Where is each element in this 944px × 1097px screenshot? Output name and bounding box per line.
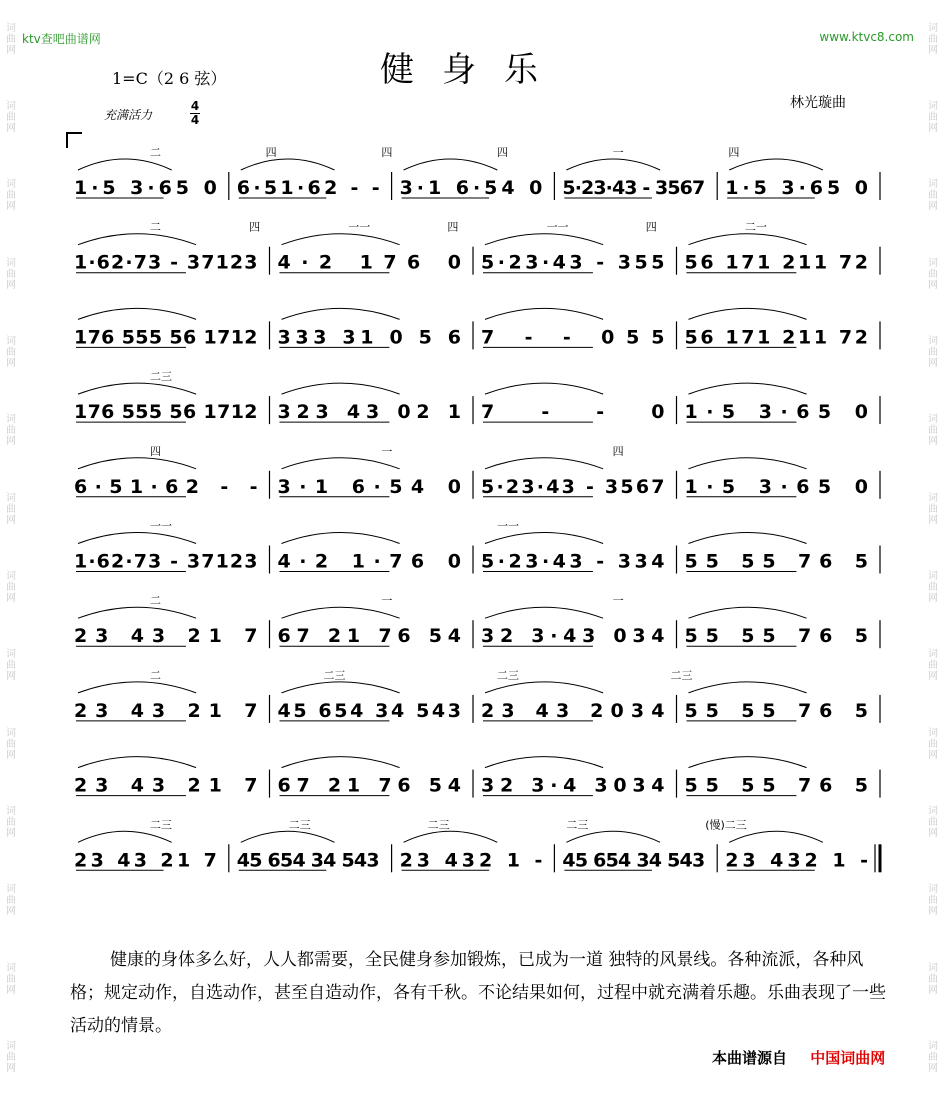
measure-notes: 7 - - 055 (481, 326, 665, 349)
slur (78, 234, 196, 245)
slur (689, 757, 807, 768)
fingering-mark: 四 (150, 444, 161, 458)
slur (485, 234, 603, 245)
time-sig-top: 4 (190, 99, 200, 113)
watermark-glyph: 词 曲 网 (928, 571, 938, 605)
fingering-mark: 四 (249, 220, 261, 234)
slur (485, 757, 603, 768)
source-credit (712, 1047, 885, 1068)
slur (485, 533, 603, 544)
watermark-glyph: 词 曲 网 (928, 962, 938, 996)
slur (689, 533, 807, 544)
fingering-mark: 四 (612, 444, 624, 458)
fingering-mark: 一 (381, 594, 393, 608)
watermark-glyph: 词 曲 网 (6, 414, 16, 448)
fingering-mark: 四 (728, 146, 740, 159)
measure-notes: 323 43 02 1 (277, 401, 461, 424)
watermark-glyph: 词 曲 网 (6, 1041, 16, 1075)
time-sig-bottom: 4 (190, 113, 200, 127)
fingering-mark: 二三 (497, 668, 519, 682)
measure-notes: 45 654 34 543 (277, 699, 461, 722)
tempo-mark: 充满活力 (104, 108, 153, 122)
measure-notes: 176 555 56 1712 (74, 401, 258, 424)
fingering-mark: 二三 (323, 668, 346, 682)
watermark-glyph: 词 曲 网 (928, 257, 938, 291)
measure-notes: 23 432 1 - (725, 849, 868, 872)
watermark-glyph: 词 曲 网 (6, 727, 16, 761)
composer: 林光璇曲 (790, 95, 846, 111)
fingering-mark: 一一 (546, 220, 569, 234)
measure-notes: 333 31 0 5 6 (277, 326, 461, 349)
measure-notes: 55 55 76 5 (684, 550, 868, 573)
slur (78, 682, 196, 693)
slur (282, 234, 400, 245)
fingering-mark: 四 (497, 146, 508, 159)
measure-notes: 176 555 56 1712 (74, 326, 258, 349)
measure-notes: 55 55 76 5 (684, 774, 868, 797)
measure-notes: 56 171 211 72 (684, 251, 868, 274)
watermark-glyph: 词 曲 网 (928, 414, 938, 448)
site-url-right[interactable]: www.ktvc8.com (819, 30, 914, 44)
fingering-mark: 一 (381, 444, 393, 458)
slur (485, 308, 603, 319)
watermark-glyph: 词 曲 网 (928, 727, 938, 761)
measure-notes: 6·51·62 - - (74, 475, 258, 498)
measure-notes: 1·5 3·65 0 (684, 475, 868, 498)
watermark-glyph: 词 曲 网 (6, 22, 16, 56)
slur (78, 383, 196, 394)
slur (566, 831, 660, 842)
slur (241, 831, 335, 842)
measure-notes: 23 43 21 7 (74, 625, 258, 648)
slur (78, 607, 196, 618)
song-title: 健身乐 (380, 50, 566, 90)
watermark-glyph: 词 曲 网 (6, 101, 16, 135)
key-signature: 1=C（2 6 弦） (112, 69, 227, 88)
slur (689, 383, 807, 394)
measure-notes: 67 21 76 54 (277, 625, 461, 648)
slur (485, 682, 603, 693)
fingering-mark: 二三 (566, 818, 589, 832)
measure-notes: 55 55 76 5 (684, 625, 868, 648)
slur (78, 757, 196, 768)
measure-notes: 1·5 3·65 0 (74, 177, 217, 199)
fingering-mark: (慢)二三 (705, 818, 747, 832)
slur (78, 308, 196, 319)
watermark-glyph: 词 曲 网 (6, 492, 16, 526)
measure-notes: 23 43 21 7 (74, 774, 258, 797)
slur (566, 159, 660, 170)
slur (404, 831, 498, 842)
fingering-mark: 二 (150, 146, 161, 159)
measure-notes: 23 43 21 7 (74, 699, 258, 722)
slur (689, 308, 807, 319)
slur (282, 383, 400, 394)
watermark-glyph: 词 曲 网 (6, 884, 16, 918)
watermark-glyph: 词 曲 网 (928, 22, 938, 56)
watermark-glyph: 词 曲 网 (6, 179, 16, 213)
fingering-mark: 一一 (150, 519, 172, 533)
slur (282, 458, 400, 469)
fingering-mark: 四 (381, 146, 393, 159)
description-text: 健康的身体多么好，人人都需要，全民健身参加锻炼，已成为一道 独特的风景线。各种流派，各种风格；规定动作，自选动作，甚至自造动作，各有千秋。不论结果如何，过程中就充满着乐趣。乐曲表现了一些活动的情景。 (70, 950, 886, 1036)
slur (282, 682, 400, 693)
watermark-glyph: 词 曲 网 (928, 336, 938, 370)
watermark-glyph: 词 曲 网 (928, 806, 938, 840)
watermark-glyph: 词 曲 网 (6, 571, 16, 605)
watermark-glyph: 词 曲 网 (928, 492, 938, 526)
source-site[interactable]: 中国词曲网 (810, 1049, 886, 1067)
fingering-mark: 四 (645, 220, 657, 234)
slur (78, 533, 196, 544)
measure-notes: 3·1 6·54 0 (399, 177, 543, 199)
slur (241, 159, 335, 170)
measure-notes: 5·23·43 - 355 (481, 251, 665, 274)
watermark-glyph: 词 曲 网 (928, 884, 938, 918)
measure-notes: 7 - - 0 (481, 401, 665, 424)
slur (282, 308, 400, 319)
watermark-glyph: 词 曲 网 (928, 101, 938, 135)
fingering-mark: 二一 (744, 220, 767, 234)
fingering-mark: 二 (150, 220, 161, 234)
slur (282, 533, 400, 544)
slur (729, 831, 823, 842)
measure-notes: 1·5 3·65 0 (684, 401, 868, 424)
fingering-mark: 二三 (288, 818, 311, 832)
watermark-glyph: 词 曲 网 (6, 649, 16, 683)
fingering-mark: 一 (612, 146, 624, 159)
fingering-mark: 二三 (670, 668, 693, 682)
site-label-left[interactable]: ktv查吧曲谱网 (22, 32, 101, 46)
measure-notes: 6·51·62 - - (236, 177, 380, 199)
slur (78, 159, 172, 170)
measure-notes: 1·62·73 - 37123 (74, 550, 258, 573)
measure-notes: 23 432 1 - (399, 849, 543, 872)
measure-notes: 56 171 211 72 (684, 326, 868, 349)
slur (689, 607, 807, 618)
measure-notes: 32 3·4 3034 (481, 774, 665, 797)
fingering-mark: 二三 (150, 818, 172, 832)
measure-notes: 45 654 34 543 (562, 849, 706, 872)
measure-notes: 67 21 76 54 (277, 774, 461, 797)
fingering-mark: 一 (612, 594, 624, 608)
slur (689, 458, 807, 469)
watermark-glyph: 词 曲 网 (6, 257, 16, 291)
fingering-mark: 二 (150, 594, 161, 608)
slur (689, 682, 807, 693)
slur (282, 607, 400, 618)
slur (404, 159, 498, 170)
watermark-glyph: 词 曲 网 (6, 962, 16, 996)
slur (282, 757, 400, 768)
measure-notes: 1·62·73 - 37123 (74, 251, 258, 274)
fingering-mark: 一一 (497, 519, 519, 533)
watermark-glyph: 词 曲 网 (6, 806, 16, 840)
watermark-glyph: 词 曲 网 (928, 1041, 938, 1075)
measure-notes: 23 43 2034 (481, 699, 665, 722)
slur (78, 831, 172, 842)
fingering-mark: 四 (265, 146, 277, 159)
slur (485, 607, 603, 618)
measure-notes: 3·1 6·54 0 (277, 475, 461, 498)
watermark-glyph: 词 曲 网 (928, 179, 938, 213)
measure-notes: 1·5 3·65 0 (725, 177, 868, 199)
fingering-mark: 二 (150, 668, 161, 682)
measure-notes: 23 43 21 7 (74, 849, 217, 872)
watermark-glyph: 词 曲 网 (6, 336, 16, 370)
measure-notes: 4·2 176 0 (277, 251, 461, 274)
measure-notes: 4·2 1·76 0 (277, 550, 461, 573)
slur (485, 458, 603, 469)
measure-notes: 45 654 34 543 (236, 849, 380, 872)
measure-notes: 5·23·43 - 3567 (481, 475, 665, 498)
fingering-mark: 二三 (427, 818, 450, 832)
measure-notes: 55 55 76 5 (684, 699, 868, 722)
slur (729, 159, 823, 170)
slur (689, 234, 807, 245)
measure-notes: 32 3·43 034 (481, 625, 665, 648)
slur (485, 383, 603, 394)
fingering-mark: 四 (447, 220, 459, 234)
fingering-mark: 一一 (348, 220, 371, 234)
slur (78, 458, 196, 469)
fingering-mark: 二三 (150, 370, 172, 384)
watermark-glyph: 词 曲 网 (928, 649, 938, 683)
measure-notes: 5·23·43 - 334 (481, 550, 665, 573)
source-label: 本曲谱源自 (712, 1049, 788, 1067)
measure-notes: 5·23·43 - 3567 (562, 177, 706, 199)
